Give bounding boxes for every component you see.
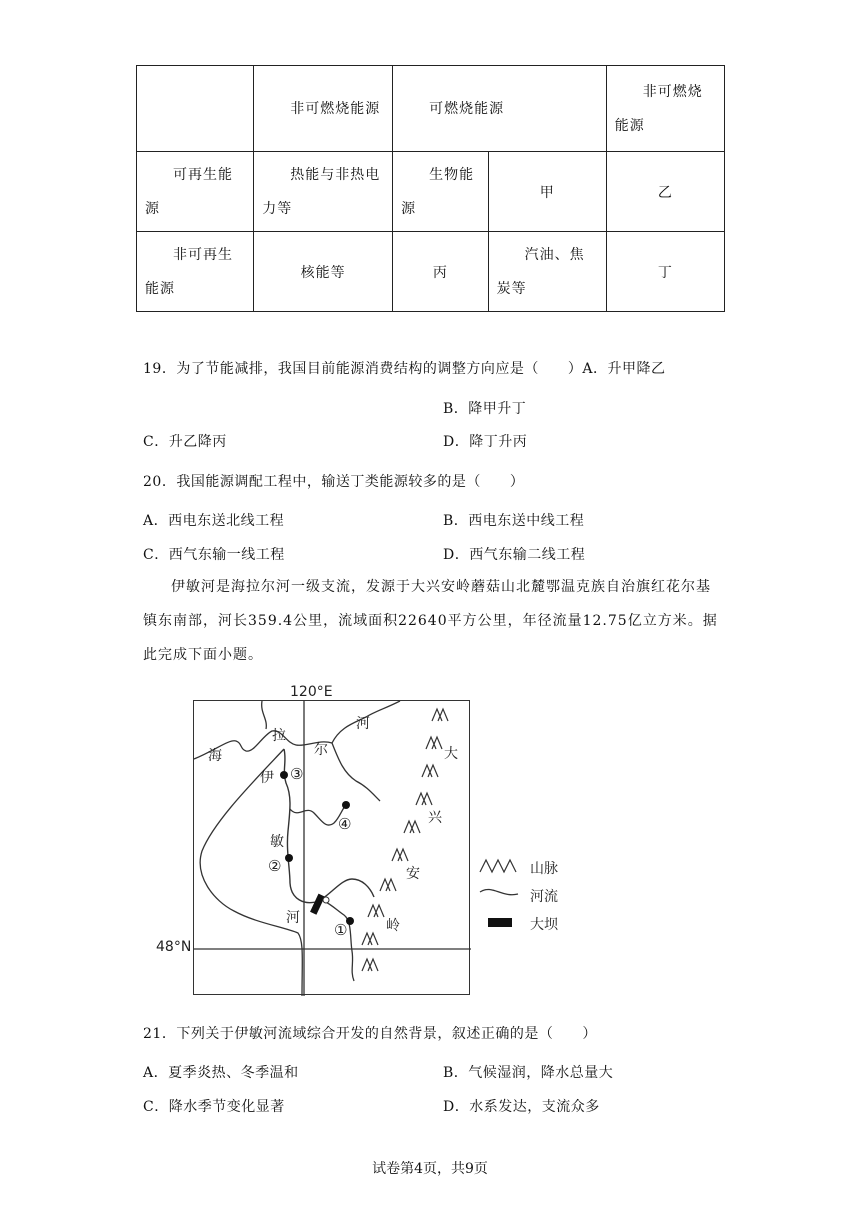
page-footer: 试卷第4页，共9页 — [372, 1161, 488, 1177]
header-noncombustible-1: 非可燃烧能源 — [254, 66, 393, 152]
passage-text: 伊敏河是海拉尔河一级支流，发源于大兴安岭蘑菇山北麓鄂温克族自治旗红花尔基镇东南部，河长359.4公里，流域面积22640平方公里，年径流量12.75亿立方米。据此完成下面小题。 — [143, 579, 718, 663]
tributary-point1 — [324, 901, 354, 981]
legend-dam-label: 大坝 — [530, 917, 558, 933]
table-header-row — [137, 66, 725, 152]
q21-option-d: D．水系发达，支流众多 — [443, 1099, 600, 1115]
q19-option-b: B．降甲升丁 — [443, 401, 527, 417]
hailar-tributary-east — [332, 743, 380, 801]
q20-option-d: D．西气东输二线工程 — [443, 547, 586, 563]
legend-mountain-icon — [480, 860, 516, 872]
label-he-yimin: 河 — [286, 910, 300, 926]
cell-bioenergy: 生物能源 — [393, 152, 489, 232]
mountain-range-icons — [362, 709, 448, 971]
label-ling: 岭 — [386, 918, 400, 934]
point-4-label: ④ — [338, 815, 352, 833]
q21-option-c: C．降水季节变化显著 — [143, 1099, 285, 1115]
dam-node — [323, 897, 329, 903]
q19-option-d: D．降丁升丙 — [443, 434, 528, 450]
point-1-label: ① — [334, 921, 348, 939]
q21-option-a: A．夏季炎热、冬季温和 — [143, 1065, 299, 1081]
dam-marker — [310, 894, 325, 915]
legend-river-label: 河流 — [530, 889, 558, 905]
cell-jia: 甲 — [488, 152, 606, 232]
header-noncombustible-2: 非可燃烧能源 — [606, 66, 724, 152]
q21-option-b: B．气候湿润，降水总量大 — [443, 1065, 614, 1081]
label-da: 大 — [444, 746, 458, 762]
q20-option-a: A．西电东送北线工程 — [143, 513, 285, 529]
cell-gasoline: 汽油、焦炭等 — [488, 232, 606, 312]
latitude-label: 48°N — [156, 939, 192, 955]
label-he-hailar: 河 — [356, 716, 370, 732]
point-4-dot — [342, 801, 350, 809]
longitude-label: 120°E — [290, 684, 333, 700]
legend-mountain-label: 山脉 — [530, 861, 558, 877]
cell-nuclear: 核能等 — [254, 232, 393, 312]
q19-option-a: A．升甲降乙 — [582, 361, 666, 377]
header-combustible: 可燃烧能源 — [393, 66, 607, 152]
row-label-nonrenewable: 非可再生能源 — [137, 232, 254, 312]
legend-symbols — [478, 852, 528, 942]
label-hai: 海 — [208, 748, 222, 764]
q20-option-b: B．西电东送中线工程 — [443, 513, 585, 529]
label-min: 敏 — [270, 834, 284, 850]
cell-yi: 乙 — [606, 152, 724, 232]
q20-stem: 20．我国能源调配工程中，输送丁类能源较多的是（ ） — [143, 474, 525, 490]
cell-thermal: 热能与非热电力等 — [254, 152, 393, 232]
map-drawing — [194, 701, 471, 996]
row-label-renewable: 可再生能源 — [137, 152, 254, 232]
hailar-tributary-north — [262, 701, 267, 729]
cell-ding: 丁 — [606, 232, 724, 312]
label-er: 尔 — [314, 742, 328, 758]
label-la: 拉 — [272, 728, 286, 744]
point-3-label: ③ — [290, 765, 304, 783]
q20-option-c: C．西气东输一线工程 — [143, 547, 285, 563]
q21-stem: 21．下列关于伊敏河流域综合开发的自然背景，叙述正确的是（ ） — [143, 1026, 597, 1042]
map-legend — [478, 852, 578, 942]
legend-river-icon — [480, 889, 518, 894]
q19-stem: 19．为了节能减排，我国目前能源消费结构的调整方向应是（ ）A．升甲降乙 — [143, 361, 666, 377]
energy-classification-table — [136, 65, 725, 312]
label-an: 安 — [406, 866, 420, 882]
cell-bing: 丙 — [393, 232, 489, 312]
point-2-dot — [285, 854, 293, 862]
table-row-nonrenewable — [137, 232, 725, 312]
label-xing: 兴 — [428, 810, 442, 826]
q19-option-c: C．升乙降丙 — [143, 434, 227, 450]
yimin-river-map — [193, 700, 470, 995]
label-yi: 伊 — [260, 770, 274, 786]
table-row-renewable — [137, 152, 725, 232]
table-corner-cell — [137, 66, 254, 152]
point-2-label: ② — [268, 857, 282, 875]
legend-dam-icon — [488, 918, 512, 927]
point-3-dot — [280, 771, 288, 779]
